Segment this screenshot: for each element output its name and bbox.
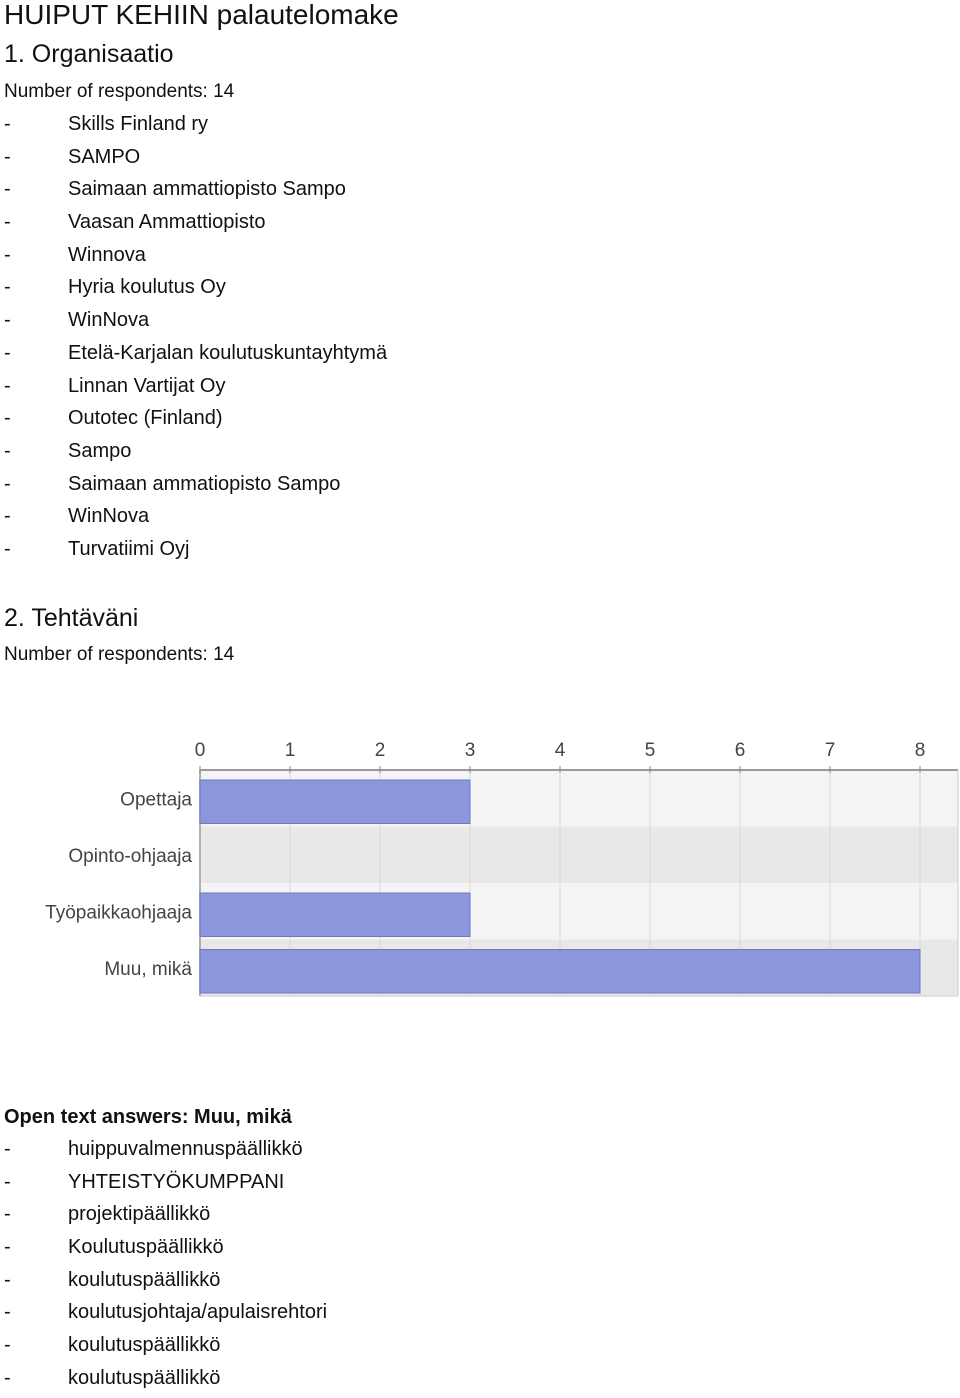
- answer-text: Outotec (Finland): [68, 407, 223, 430]
- list-dash: -: [4, 113, 11, 135]
- answer-text: YHTEISTYÖKUMPPANI: [68, 1170, 285, 1193]
- list-dash: -: [4, 211, 11, 234]
- answer-text: Skills Finland ry: [68, 113, 209, 135]
- list-dash: -: [4, 145, 11, 168]
- list-dash: -: [4, 276, 11, 299]
- list-dash: -: [4, 1138, 11, 1160]
- answer-text: Hyria koulutus Oy: [68, 276, 226, 299]
- list-dash: -: [4, 309, 11, 332]
- role-bar-chart: [0, 730, 960, 1020]
- answer-text: WinNova: [68, 505, 150, 528]
- x-tick-label: 1: [284, 740, 296, 761]
- list-dash: -: [4, 243, 11, 266]
- list-dash: -: [4, 1203, 11, 1226]
- category-label: Opinto-ohjaaja: [68, 845, 192, 867]
- question-1-title: 1. Organisaatio: [4, 40, 174, 68]
- answer-text: Winnova: [68, 243, 146, 266]
- category-label: Muu, mikä: [104, 958, 192, 980]
- answer-text: Koulutuspäällikkö: [68, 1236, 224, 1259]
- open-answers-title: Open text answers: Muu, mikä: [4, 1106, 292, 1128]
- answer-text: Turvatiimi Oyj: [68, 537, 190, 560]
- answer-text: koulutuspäällikkö: [68, 1334, 221, 1357]
- answer-text: projektipäällikkö: [68, 1203, 211, 1226]
- answer-text: koulutuspäällikkö: [68, 1268, 221, 1291]
- x-tick-label: 3: [464, 740, 476, 761]
- answer-text: Vaasan Ammattiopisto: [68, 211, 266, 234]
- bar: [200, 950, 920, 994]
- list-dash: -: [4, 472, 11, 495]
- answer-text: koulutuspäällikkö: [68, 1366, 221, 1389]
- answer-text: Saimaan ammattiopisto Sampo: [68, 178, 346, 201]
- x-tick-label: 6: [734, 740, 746, 761]
- list-dash: -: [4, 537, 11, 560]
- question-2-title: 2. Tehtäväni: [4, 604, 139, 632]
- x-tick-label: 2: [374, 740, 386, 761]
- row-band: [200, 827, 958, 884]
- list-dash: -: [4, 1170, 11, 1193]
- x-tick-label: 5: [644, 740, 656, 761]
- page-title: HUIPUT KEHIIN palautelomake: [4, 0, 399, 30]
- bar: [200, 893, 470, 937]
- answer-text: Etelä-Karjalan koulutuskuntayhtymä: [68, 341, 388, 364]
- answer-text: koulutusjohtaja/apulaisrehtori: [68, 1301, 328, 1324]
- list-dash: -: [4, 1268, 11, 1291]
- bar: [200, 780, 470, 824]
- answer-text: Sampo: [68, 439, 132, 462]
- list-dash: -: [4, 341, 11, 364]
- list-dash: -: [4, 407, 11, 430]
- answer-text: SAMPO: [68, 145, 141, 168]
- list-dash: -: [4, 1366, 11, 1389]
- question-2-respondents: Number of respondents: 14: [4, 644, 235, 665]
- list-dash: -: [4, 505, 11, 528]
- list-dash: -: [4, 1301, 11, 1324]
- category-label: Opettaja: [120, 789, 192, 811]
- x-tick-label: 8: [914, 740, 926, 761]
- list-dash: -: [4, 1334, 11, 1357]
- list-dash: -: [4, 439, 11, 462]
- answer-text: Saimaan ammatiopisto Sampo: [68, 472, 341, 495]
- list-dash: -: [4, 374, 11, 397]
- list-dash: -: [4, 178, 11, 201]
- list-dash: -: [4, 1236, 11, 1259]
- x-tick-label: 0: [194, 740, 206, 761]
- answer-text: Linnan Vartijat Oy: [68, 374, 226, 397]
- x-tick-label: 7: [824, 740, 836, 761]
- category-label: Työpaikkaohjaaja: [45, 902, 192, 924]
- answer-text: WinNova: [68, 309, 150, 332]
- question-1-respondents: Number of respondents: 14: [4, 81, 235, 102]
- x-tick-label: 4: [554, 740, 566, 761]
- answer-text: huippuvalmennuspäällikkö: [68, 1138, 303, 1160]
